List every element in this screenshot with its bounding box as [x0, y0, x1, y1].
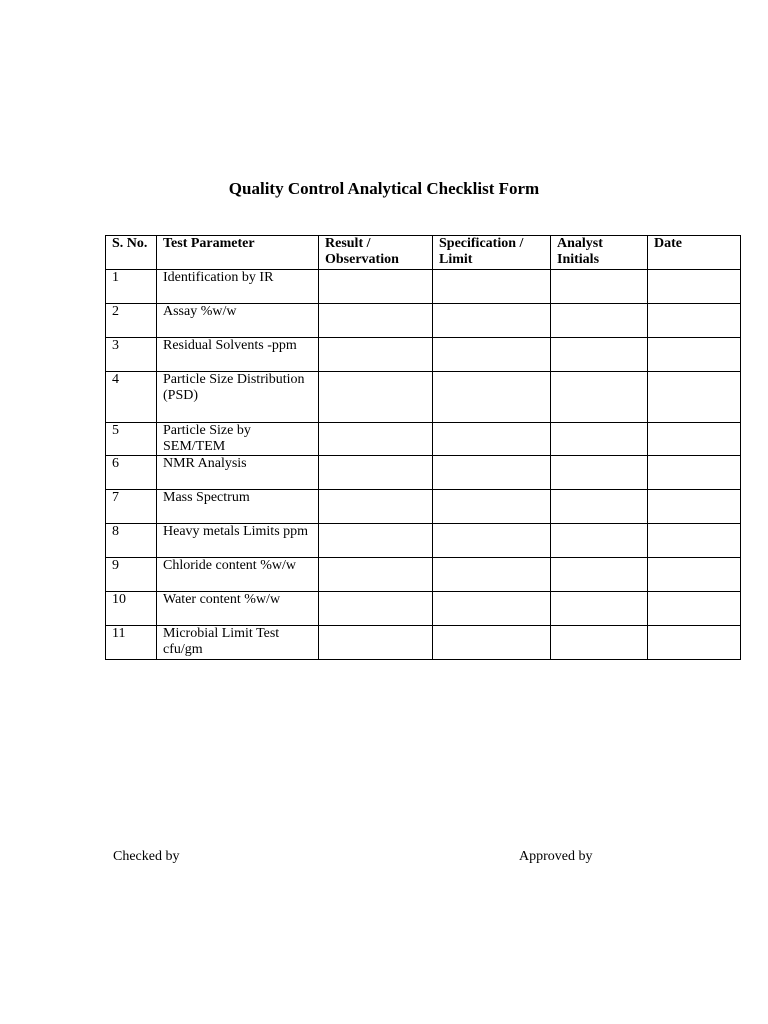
cell-sno: 8 — [106, 524, 157, 558]
cell-result[interactable] — [319, 304, 433, 338]
cell-sno: 6 — [106, 456, 157, 490]
cell-sno: 5 — [106, 423, 157, 456]
cell-analyst-initials[interactable] — [551, 524, 648, 558]
table-row — [106, 423, 741, 456]
table-row — [106, 304, 741, 338]
cell-result[interactable] — [319, 524, 433, 558]
cell-sno: 9 — [106, 558, 157, 592]
table-row — [106, 456, 741, 490]
cell-result[interactable] — [319, 270, 433, 304]
cell-specification[interactable] — [433, 338, 551, 372]
cell-test-parameter: Mass Spectrum — [157, 490, 319, 524]
cell-analyst-initials[interactable] — [551, 304, 648, 338]
table-row — [106, 626, 741, 660]
table-row — [106, 270, 741, 304]
cell-test-parameter: NMR Analysis — [157, 456, 319, 490]
cell-result[interactable] — [319, 372, 433, 423]
cell-sno: 3 — [106, 338, 157, 372]
cell-test-parameter: Heavy metals Limits ppm — [157, 524, 319, 558]
cell-date[interactable] — [648, 592, 741, 626]
cell-test-parameter: Particle Size by SEM/TEM — [157, 423, 319, 456]
cell-date[interactable] — [648, 304, 741, 338]
cell-date[interactable] — [648, 372, 741, 423]
cell-test-parameter: Chloride content %w/w — [157, 558, 319, 592]
cell-result[interactable] — [319, 490, 433, 524]
table-row — [106, 490, 741, 524]
cell-sno: 2 — [106, 304, 157, 338]
cell-analyst-initials[interactable] — [551, 372, 648, 423]
cell-specification[interactable] — [433, 490, 551, 524]
cell-date[interactable] — [648, 456, 741, 490]
cell-test-parameter: Residual Solvents -ppm — [157, 338, 319, 372]
checked-by-label: Checked by — [113, 849, 180, 864]
cell-sno: 11 — [106, 626, 157, 660]
cell-specification[interactable] — [433, 558, 551, 592]
cell-analyst-initials[interactable] — [551, 270, 648, 304]
cell-result[interactable] — [319, 558, 433, 592]
header-date: Date — [648, 236, 741, 270]
cell-specification[interactable] — [433, 456, 551, 490]
table-header-row — [106, 236, 741, 270]
cell-test-parameter: Microbial Limit Test cfu/gm — [157, 626, 319, 660]
table-row — [106, 524, 741, 558]
cell-test-parameter: Particle Size Distribution (PSD) — [157, 372, 319, 423]
header-result: Result / Observation — [319, 236, 433, 270]
cell-date[interactable] — [648, 338, 741, 372]
cell-test-parameter: Identification by IR — [157, 270, 319, 304]
cell-specification[interactable] — [433, 423, 551, 456]
cell-analyst-initials[interactable] — [551, 456, 648, 490]
cell-sno: 7 — [106, 490, 157, 524]
header-analyst-initials: Analyst Initials — [551, 236, 648, 270]
cell-analyst-initials[interactable] — [551, 338, 648, 372]
cell-sno: 1 — [106, 270, 157, 304]
cell-analyst-initials[interactable] — [551, 423, 648, 456]
cell-sno: 10 — [106, 592, 157, 626]
checklist-table — [105, 235, 741, 660]
cell-analyst-initials[interactable] — [551, 626, 648, 660]
table-row — [106, 592, 741, 626]
cell-date[interactable] — [648, 626, 741, 660]
cell-specification[interactable] — [433, 626, 551, 660]
header-sno: S. No. — [106, 236, 157, 270]
cell-analyst-initials[interactable] — [551, 592, 648, 626]
header-specification: Specification / Limit — [433, 236, 551, 270]
cell-result[interactable] — [319, 338, 433, 372]
cell-specification[interactable] — [433, 304, 551, 338]
cell-result[interactable] — [319, 626, 433, 660]
cell-test-parameter: Assay %w/w — [157, 304, 319, 338]
cell-sno: 4 — [106, 372, 157, 423]
cell-analyst-initials[interactable] — [551, 490, 648, 524]
cell-date[interactable] — [648, 490, 741, 524]
document-title: Quality Control Analytical Checklist Form — [228, 179, 540, 198]
cell-result[interactable] — [319, 456, 433, 490]
cell-date[interactable] — [648, 558, 741, 592]
cell-date[interactable] — [648, 423, 741, 456]
cell-analyst-initials[interactable] — [551, 558, 648, 592]
table-row — [106, 372, 741, 423]
cell-specification[interactable] — [433, 372, 551, 423]
cell-date[interactable] — [648, 524, 741, 558]
table-row — [106, 558, 741, 592]
approved-by-label: Approved by — [519, 849, 593, 864]
cell-result[interactable] — [319, 423, 433, 456]
cell-test-parameter: Water content %w/w — [157, 592, 319, 626]
table-row — [106, 338, 741, 372]
cell-specification[interactable] — [433, 592, 551, 626]
cell-specification[interactable] — [433, 270, 551, 304]
header-test-parameter: Test Parameter — [157, 236, 319, 270]
cell-specification[interactable] — [433, 524, 551, 558]
cell-date[interactable] — [648, 270, 741, 304]
cell-result[interactable] — [319, 592, 433, 626]
